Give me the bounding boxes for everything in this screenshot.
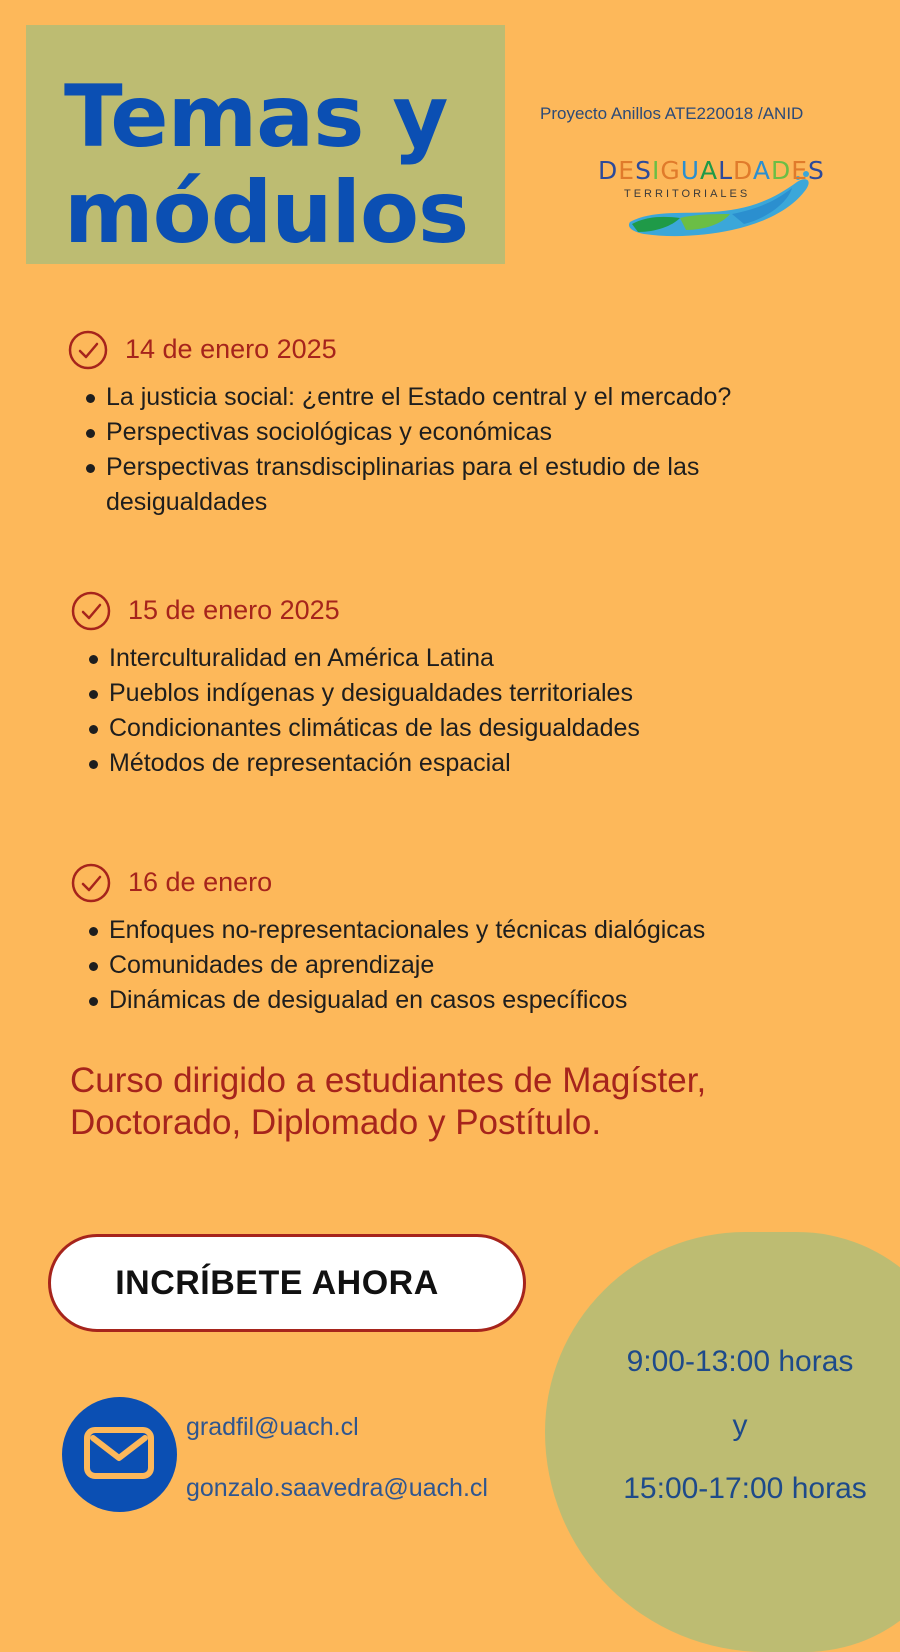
module-date: 14 de enero 2025 bbox=[125, 334, 337, 364]
list-item: Dinámicas de desigualad en casos específicos bbox=[109, 983, 891, 1018]
list-item: Interculturalidad en América Latina bbox=[109, 641, 891, 676]
mail-icon bbox=[83, 1424, 155, 1484]
logo-subtitle: TERRITORIALES bbox=[624, 188, 751, 200]
page-title-line-1: Temas y bbox=[64, 67, 448, 167]
check-circle-icon bbox=[71, 591, 111, 631]
date-row bbox=[71, 863, 891, 903]
hours-morning: 9:00-13:00 horas bbox=[626, 1345, 854, 1378]
check-circle-icon bbox=[71, 863, 111, 903]
list-item: Pueblos indígenas y desigualdades territoriales bbox=[109, 676, 891, 711]
list-item: Comunidades de aprendizaje bbox=[109, 948, 891, 983]
logo bbox=[592, 152, 825, 248]
email-link-1[interactable]: gradfil@uach.cl bbox=[186, 1413, 359, 1441]
enroll-button-label: INCRÍBETE AHORA bbox=[115, 1263, 439, 1302]
list-item: Condicionantes climáticas de las desigualdades bbox=[109, 711, 891, 746]
hours-and: y bbox=[732, 1409, 748, 1442]
list-item: Métodos de representación espacial bbox=[109, 746, 891, 781]
check-circle-icon bbox=[68, 330, 108, 370]
module-section-1 bbox=[68, 330, 888, 520]
module-date: 16 de enero bbox=[128, 867, 273, 897]
list-item: Enfoques no-representacionales y técnicas dialógicas bbox=[109, 913, 891, 948]
mail-icon-circle bbox=[62, 1397, 177, 1512]
topic-list bbox=[71, 641, 891, 781]
logo-wordmark: DESIGUALDADES bbox=[598, 156, 825, 185]
list-item: Perspectivas transdisciplinarias para el estudio de las desigualdades bbox=[106, 450, 786, 520]
email-link-2[interactable]: gonzalo.saavedra@uach.cl bbox=[186, 1474, 488, 1502]
module-section-3 bbox=[71, 863, 891, 1018]
list-item: Perspectivas sociológicas y económicas bbox=[106, 415, 888, 450]
date-row bbox=[68, 330, 888, 370]
hours-afternoon: 15:00-17:00 horas bbox=[623, 1472, 867, 1505]
page-title-line-2: módulos bbox=[64, 163, 469, 263]
date-row bbox=[71, 591, 891, 631]
module-date: 15 de enero 2025 bbox=[128, 595, 340, 625]
topic-list bbox=[71, 913, 891, 1018]
title-box bbox=[26, 25, 505, 264]
topic-list bbox=[68, 380, 888, 520]
module-section-2 bbox=[71, 591, 891, 781]
list-item: La justicia social: ¿entre el Estado central y el mercado? bbox=[106, 380, 888, 415]
audience-statement: Curso dirigido a estudiantes de Magíster, Doctorado, Diplomado y Postítulo. bbox=[70, 1061, 707, 1142]
enroll-button[interactable] bbox=[48, 1234, 526, 1332]
project-label: Proyecto Anillos ATE220018 /ANID bbox=[540, 104, 804, 123]
